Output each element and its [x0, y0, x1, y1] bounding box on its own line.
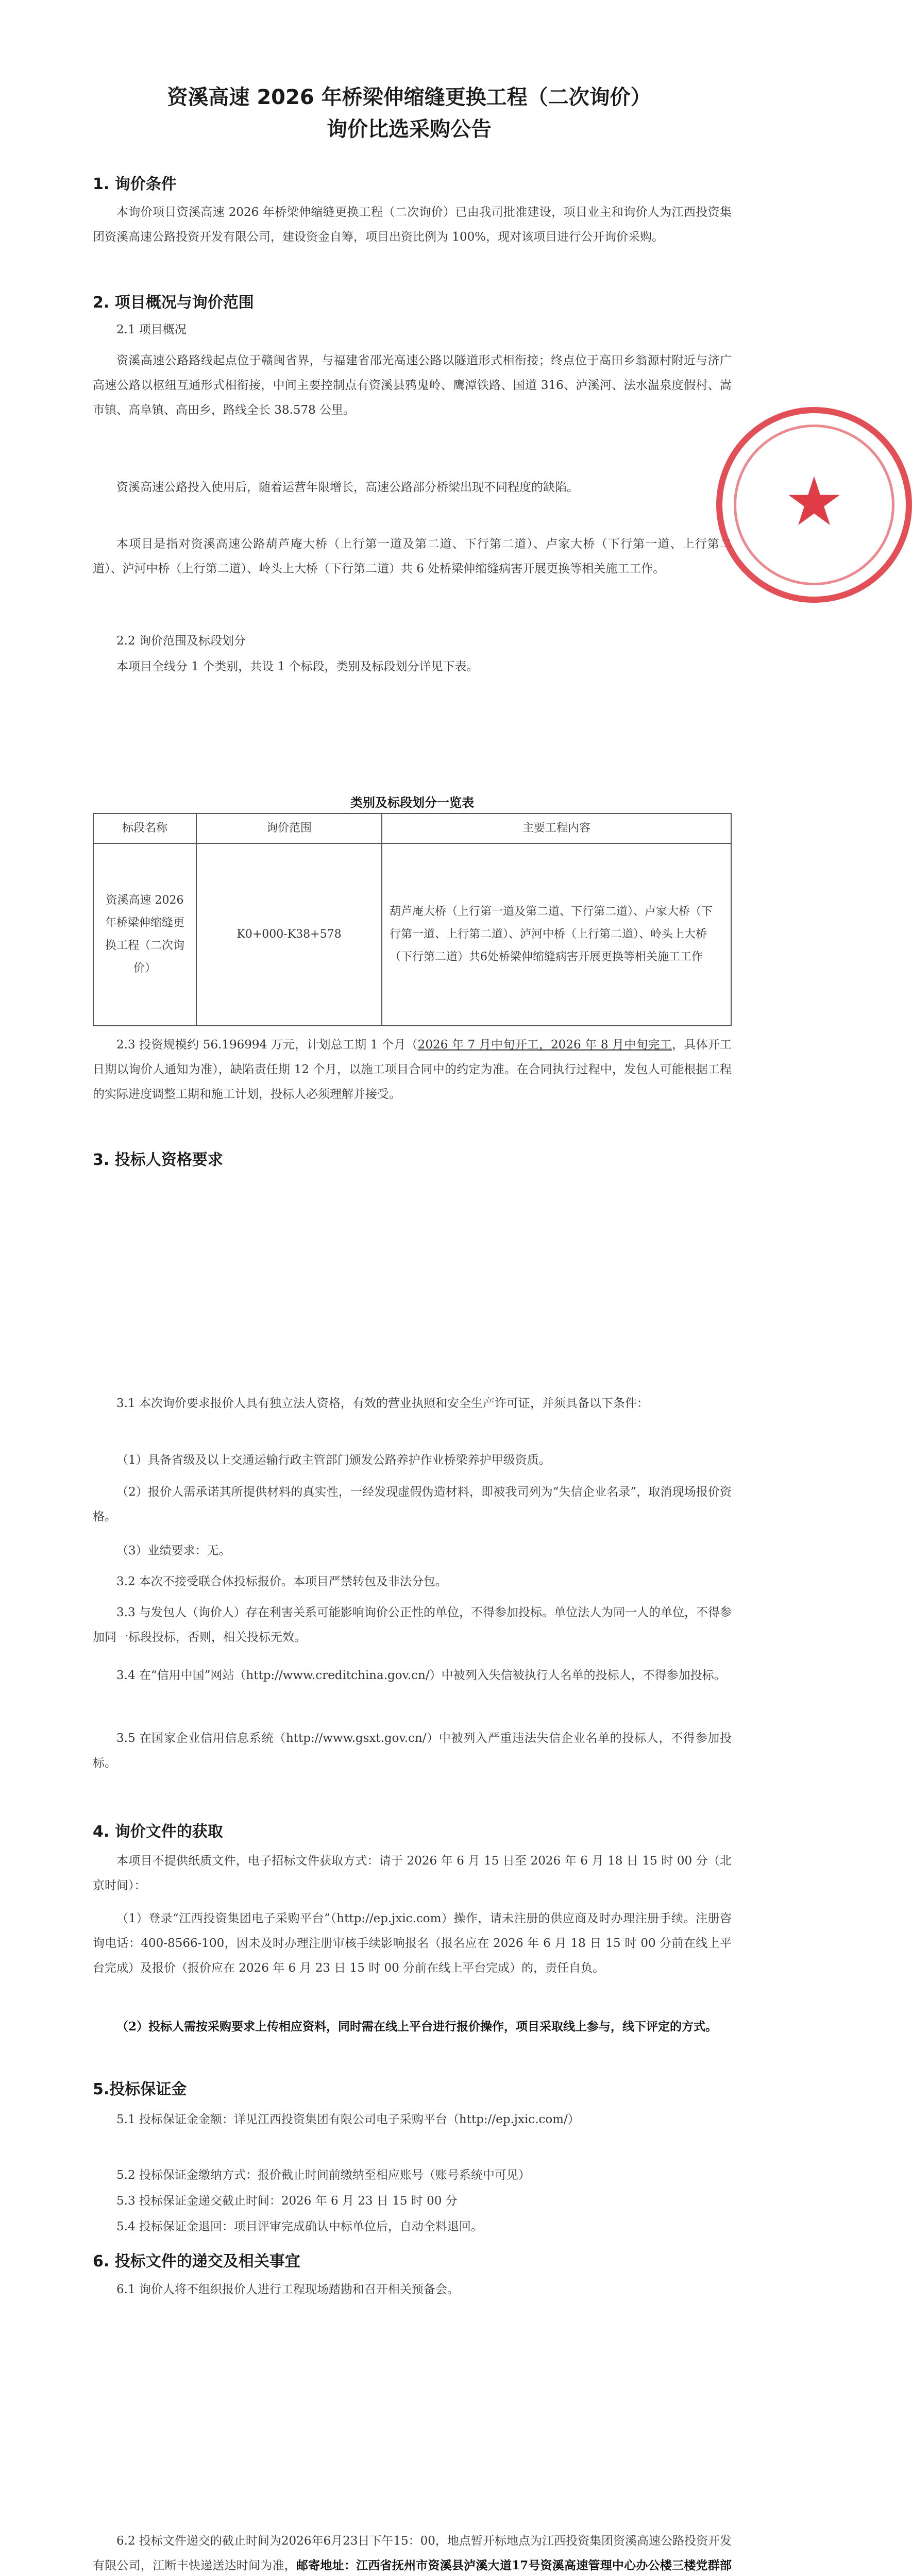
section-6-1-paragraph: 6.1 询价人将不组织报价人进行工程现场踏勘和召开相关预备会。: [116, 2283, 459, 2296]
section-6-2-address: 邮寄地址：江西省抚州市资溪县泸溪大道17号资溪高速管理中心办公楼三楼党群部: [296, 2558, 732, 2572]
table-cell-range: K0+000-K38+578: [196, 843, 382, 1026]
section-1-heading: 1. 询价条件: [93, 175, 177, 193]
table-row: [93, 843, 731, 1026]
section-2-1-paragraph-1: 资溪高速公路路线起点位于赣闽省界，与福建省邵光高速公路以隧道形式相衔接；终点位于高田乡翁源村附近与济广高速公路以枢纽互通形式相衔接，中间主要控制点有资溪县鸦鬼岭、鹰潭铁路、国道 316、泸溪河、法水温泉度假村、嵩市镇、高阜镇、高田乡，路线全长 38.578 公里。: [93, 354, 732, 417]
section-2-3-schedule: 2026 年 7 月中旬开工，2026 年 8 月中旬完工: [417, 1038, 672, 1052]
section-3-4-paragraph: 3.4 在“信用中国”网站（http://www.creditchina.gov.cn/）中被列入失信被执行人名单的投标人，不得参加投标。: [116, 1669, 726, 1682]
section-3-1-paragraph: 3.1 本次询价要求报价人具有独立法人资格，有效的营业执照和安全生产许可证，并须具备以下条件：: [116, 1397, 649, 1410]
section-2-3-paragraph: [93, 1032, 732, 1107]
section-4-paragraph-3: （2）投标人需按采购要求上传相应资料，同时需在线上平台进行报价操作，项目采取线上参与，线下评定的方式。: [116, 2020, 718, 2033]
section-2-3-text-c: ，具体开工日期以询价人通知为准），缺陷责任期 12 个月，以施工项目合同中的约定为准。在合同执行过程中，发包人可能根据工程的实际进度调整工期和施工计划，投标人必须理解并接受。: [93, 1038, 732, 1101]
section-6-heading: 6. 投标文件的递交及相关事宜: [93, 2252, 300, 2270]
section-3-requirement-2: （2）报价人需承诺其所提供材料的真实性，一经发现虚假伪造材料，即被我司列为“失信企业名录”，取消现场报价资格。: [93, 1485, 732, 1523]
section-4-paragraph-2: （1）登录“江西投资集团电子采购平台”（http://ep.jxic.com）操作，请未注册的供应商及时办理注册手续。注册咨询电话：400-8566-100，因未及时办理注册审核手续影响报名（报名应在 2026 年 6 月 18 日 15 时 00 分前在线上平台完成）及报价（报价应在 2026 年 6 月 23 日 15 时 00 分前在线上平台完成）的，责任自负。: [93, 1912, 732, 1975]
section-5-2-paragraph: 5.2 投标保证金缴纳方式：报价截止时间前缴纳至相应账号（账号系统中可见）: [116, 2168, 530, 2182]
section-6-2-paragraph: [93, 2529, 732, 2576]
section-4-heading: 4. 询价文件的获取: [93, 1823, 223, 1841]
document-title-line2: 询价比选采购公告: [327, 117, 492, 141]
section-6-2-text: 6.2 投标文件递交的截止时间为2026年6月23日下午15：00，地点暂开标地点为江西投资集团资溪高速公路投资开发有限公司，江断丰快递送达时间为准，: [93, 2534, 732, 2572]
section-3-heading: 3. 投标人资格要求: [93, 1151, 223, 1169]
section-2-1-label: 2.1 项目概况: [116, 323, 187, 336]
table-header-cell: 标段名称: [93, 814, 196, 843]
section-5-3-paragraph: 5.3 投标保证金递交截止时间：2026 年 6 月 23 日 15 时 00 分: [116, 2194, 458, 2208]
document-title-line1: 资溪高速 2026 年桥梁伸缩缝更换工程（二次询价）: [167, 86, 651, 109]
section-5-1-paragraph: 5.1 投标保证金金额：详见江西投资集团有限公司电子采购平台（http://ep.jxic.com/）: [116, 2113, 580, 2126]
section-2-1-paragraph-2: 资溪高速公路投入使用后，随着运营年限增长，高速公路部分桥梁出现不同程度的缺陷。: [116, 481, 579, 494]
section-1-paragraph: 本询价项目资溪高速 2026 年桥梁伸缩缝更换工程（二次询价）已由我司批准建设，项目业主和询价人为江西投资集团资溪高速公路投资开发有限公司，建设资金自筹，项目出资比例为 100%，现对该项目进行公开询价采购。: [93, 206, 732, 244]
table-header-cell: 主要工程内容: [382, 814, 731, 843]
section-2-2-label: 2.2 询价范围及标段划分: [116, 634, 246, 648]
seal-star-icon: ★: [784, 462, 845, 541]
section-5-heading: 5.投标保证金: [93, 2080, 187, 2098]
section-3-requirement-1: （1）具备省级及以上交通运输行政主管部门颁发公路养护作业桥梁养护甲级资质。: [116, 1453, 551, 1467]
section-3-3-paragraph: 3.3 与发包人（询价人）存在利害关系可能影响询价公正性的单位，不得参加投标。单位法人为同一人的单位，不得参加同一标段投标，否则，相关投标无效。: [93, 1606, 732, 1644]
section-2-2-paragraph: 本项目全线分 1 个类别，共设 1 个标段，类别及标段划分详见下表。: [116, 660, 479, 673]
table-caption: 类别及标段划分一览表: [350, 795, 474, 810]
section-3-5-paragraph: 3.5 在国家企业信用信息系统（http://www.gsxt.gov.cn/）中被列入严重违法失信企业名单的投标人，不得参加投标。: [93, 1732, 732, 1770]
table-header-row: [93, 814, 731, 843]
section-2-1-paragraph-3: 本项目是指对资溪高速公路葫芦庵大桥（上行第一道及第二道、下行第二道）、卢家大桥（下行第一道、上行第二道）、泸河中桥（上行第二道）、岭头上大桥（下行第二道）共 6 处桥梁伸缩缝病害开展更换等相关施工工作。: [93, 537, 732, 575]
section-2-heading: 2. 项目概况与询价范围: [93, 294, 254, 312]
table-cell-content: 葫芦庵大桥（上行第一道及第二道、下行第二道）、卢家大桥（下行第一道、上行第二道）、泸河中桥（上行第二道）、岭头上大桥（下行第二道）共6处桥梁伸缩缝病害开展更换等相关施工工作: [382, 843, 731, 1026]
seal-inner-ring: [734, 425, 894, 585]
section-3-2-paragraph: 3.2 本次不接受联合体投标报价。本项目严禁转包及非法分包。: [116, 1575, 447, 1588]
section-3-requirement-3: （3）业绩要求：无。: [116, 1544, 231, 1557]
seal-stamp-right-top: [716, 407, 912, 603]
section-2-3-text-a: 2.3 投资规模约 56.196994 万元，计划总工期 1 个月（: [116, 1038, 418, 1052]
bid-section-table: [93, 813, 732, 1026]
section-5-4-paragraph: 5.4 投标保证金退回：项目评审完成确认中标单位后，自动全料退回。: [116, 2220, 483, 2233]
table-cell-section-name: 资溪高速 2026 年桥梁伸缩缝更换工程（二次询价）: [93, 843, 196, 1026]
table-header-cell: 询价范围: [196, 814, 382, 843]
section-4-paragraph-1: 本项目不提供纸质文件，电子招标文件获取方式：请于 2026 年 6 月 15 日至 2026 年 6 月 18 日 15 时 00 分（北京时间）：: [93, 1854, 732, 1892]
